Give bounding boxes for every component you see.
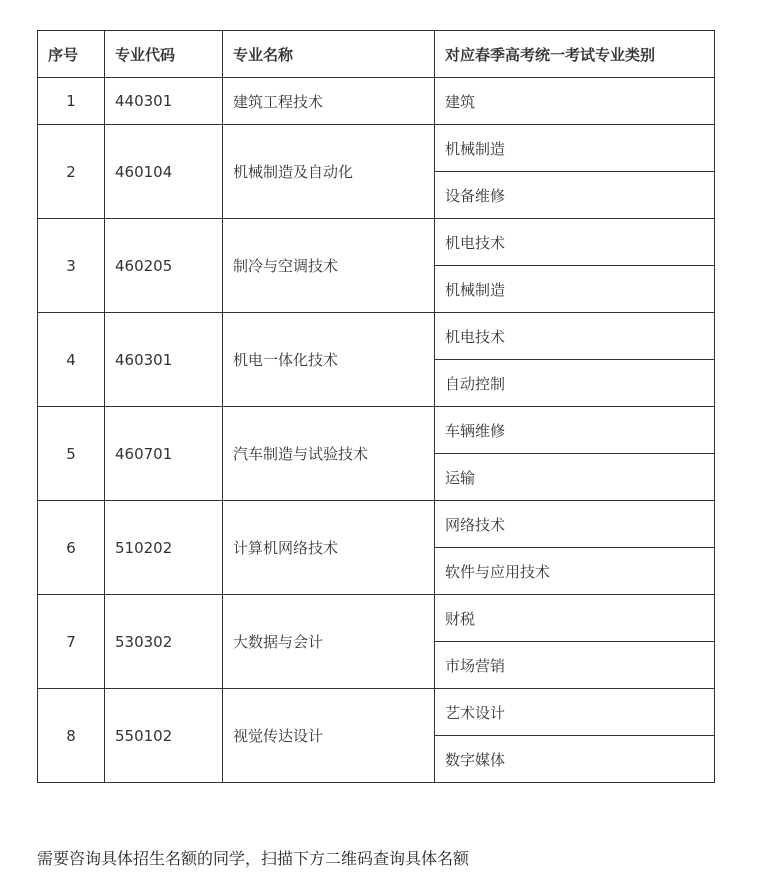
table-row — [38, 313, 715, 360]
row-serial: 2 — [38, 125, 105, 219]
row-major-name: 制冷与空调技术 — [223, 219, 435, 313]
row-serial: 8 — [38, 689, 105, 783]
row-code: 550102 — [105, 689, 223, 783]
row-category: 运输 — [435, 454, 715, 501]
row-category: 自动控制 — [435, 360, 715, 407]
row-major-name: 机械制造及自动化 — [223, 125, 435, 219]
header-serial: 序号 — [38, 31, 105, 78]
table-row — [38, 125, 715, 172]
row-major-name: 汽车制造与试验技术 — [223, 407, 435, 501]
row-code: 440301 — [105, 78, 223, 125]
table-row — [38, 595, 715, 642]
table-header-row — [38, 31, 715, 78]
row-category: 机械制造 — [435, 266, 715, 313]
row-code: 460701 — [105, 407, 223, 501]
table-row — [38, 407, 715, 454]
header-code: 专业代码 — [105, 31, 223, 78]
row-category: 数字媒体 — [435, 736, 715, 783]
row-category: 市场营销 — [435, 642, 715, 689]
majors-table — [37, 30, 715, 783]
row-serial: 6 — [38, 501, 105, 595]
row-major-name: 大数据与会计 — [223, 595, 435, 689]
footer-note: 需要咨询具体招生名额的同学，扫描下方二维码查询具体名额 — [37, 849, 470, 868]
table-row — [38, 78, 715, 125]
row-major-name: 视觉传达设计 — [223, 689, 435, 783]
row-code: 460104 — [105, 125, 223, 219]
row-category: 网络技术 — [435, 501, 715, 548]
row-category: 财税 — [435, 595, 715, 642]
row-serial: 4 — [38, 313, 105, 407]
row-category: 机电技术 — [435, 313, 715, 360]
row-code: 510202 — [105, 501, 223, 595]
header-exam-category: 对应春季高考统一考试专业类别 — [435, 31, 715, 78]
table-row — [38, 689, 715, 736]
row-category: 建筑 — [435, 78, 715, 125]
row-serial: 7 — [38, 595, 105, 689]
row-category: 艺术设计 — [435, 689, 715, 736]
row-code: 460205 — [105, 219, 223, 313]
row-category: 机电技术 — [435, 219, 715, 266]
row-category: 软件与应用技术 — [435, 548, 715, 595]
row-category: 机械制造 — [435, 125, 715, 172]
row-major-name: 建筑工程技术 — [223, 78, 435, 125]
row-code: 530302 — [105, 595, 223, 689]
table-row — [38, 501, 715, 548]
row-category: 设备维修 — [435, 172, 715, 219]
row-major-name: 机电一体化技术 — [223, 313, 435, 407]
header-major-name: 专业名称 — [223, 31, 435, 78]
row-serial: 5 — [38, 407, 105, 501]
row-category: 车辆维修 — [435, 407, 715, 454]
row-code: 460301 — [105, 313, 223, 407]
row-serial: 1 — [38, 78, 105, 125]
row-major-name: 计算机网络技术 — [223, 501, 435, 595]
table-row — [38, 219, 715, 266]
row-serial: 3 — [38, 219, 105, 313]
